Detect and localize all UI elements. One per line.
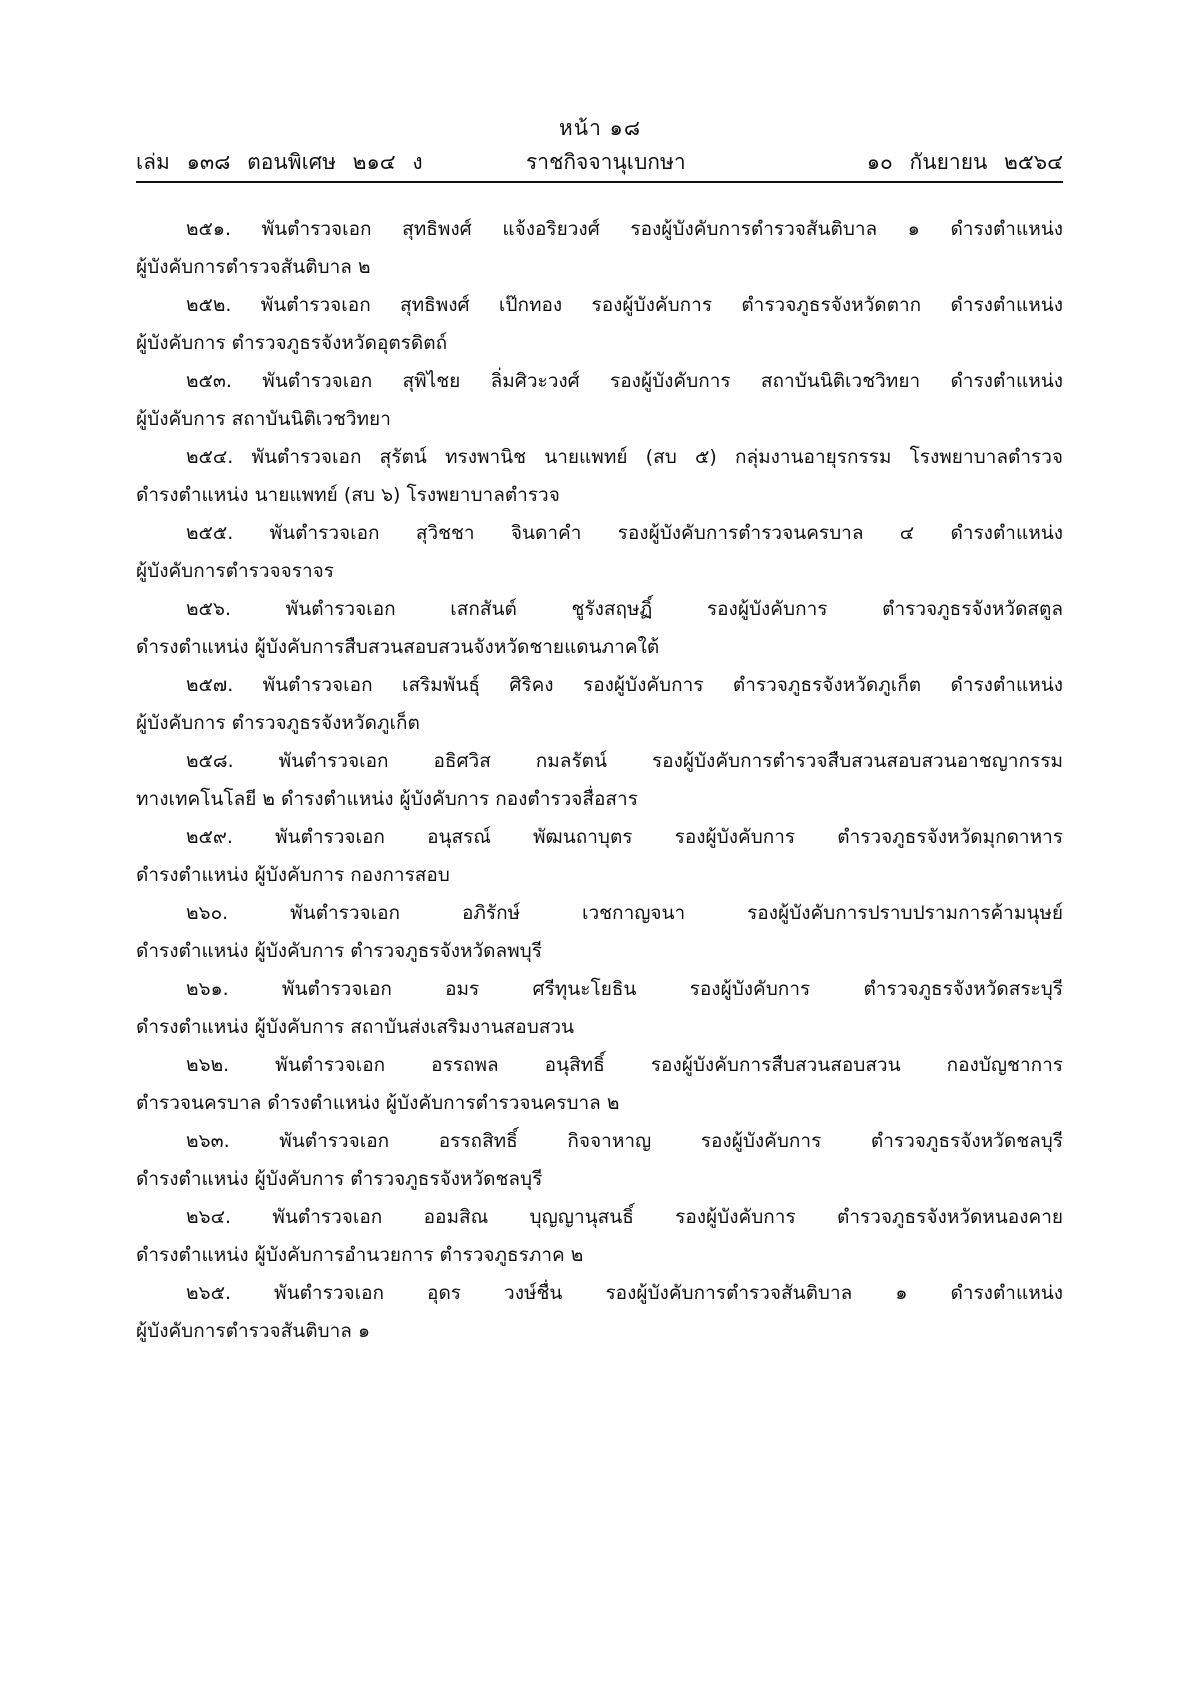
entry-line-1: ๒๖๑. พันตำรวจเอก อมร ศรีทุนะโยธิน รองผู้บังคับการ ตำรวจภูธรจังหวัดสระบุรี bbox=[186, 978, 1063, 1000]
appointment-entry bbox=[136, 1122, 1063, 1198]
entry-line-1: ๒๖๓. พันตำรวจเอก อรรถสิทธิ์ กิจจาหาญ รองผู้บังคับการ ตำรวจภูธรจังหวัดชลบุรี bbox=[186, 1130, 1063, 1152]
publication-title: ราชกิจจานุเบกษา bbox=[526, 150, 686, 174]
appointment-entry bbox=[136, 1274, 1063, 1350]
entry-line-2: ผู้บังคับการ ตำรวจภูธรจังหวัดภูเก็ต bbox=[136, 712, 420, 734]
appointment-entry bbox=[136, 742, 1063, 818]
volume-issue: เล่ม ๑๓๘ ตอนพิเศษ ๒๑๔ ง bbox=[136, 150, 423, 174]
appointment-entry bbox=[136, 818, 1063, 894]
page-number: หน้า ๑๘ bbox=[558, 116, 642, 140]
entry-line-2: ดำรงตำแหน่ง ผู้บังคับการ สถาบันส่งเสริมงานสอบสวน bbox=[136, 1016, 575, 1038]
appointment-entry bbox=[136, 210, 1063, 286]
appointment-entry bbox=[136, 362, 1063, 438]
entry-line-1: ๒๖๔. พันตำรวจเอก ออมสิณ บุญญานุสนธิ์ รองผู้บังคับการ ตำรวจภูธรจังหวัดหนองคาย bbox=[186, 1206, 1063, 1228]
entry-line-1: ๒๕๙. พันตำรวจเอก อนุสรณ์ พัฒนถาบุตร รองผู้บังคับการ ตำรวจภูธรจังหวัดมุกดาหาร bbox=[186, 826, 1063, 848]
entry-line-2: ทางเทคโนโลยี ๒ ดำรงตำแหน่ง ผู้บังคับการ กองตำรวจสื่อสาร bbox=[136, 788, 638, 810]
appointment-entry bbox=[136, 590, 1063, 666]
appointment-entry bbox=[136, 1046, 1063, 1122]
entry-line-2: ตำรวจนครบาล ดำรงตำแหน่ง ผู้บังคับการตำรวจนครบาล ๒ bbox=[136, 1092, 620, 1114]
appointment-entry bbox=[136, 514, 1063, 590]
appointment-entry bbox=[136, 286, 1063, 362]
publication-date: ๑๐ กันยายน ๒๕๖๔ bbox=[866, 150, 1063, 174]
entry-line-1: ๒๕๓. พันตำรวจเอก สุพิไชย ลิ่มศิวะวงศ์ รองผู้บังคับการ สถาบันนิติเวชวิทยา ดำรงตำแหน่ง bbox=[186, 370, 1063, 392]
entry-line-2: ดำรงตำแหน่ง ผู้บังคับการสืบสวนสอบสวนจังหวัดชายแดนภาคใต้ bbox=[136, 636, 660, 658]
entry-line-2: ผู้บังคับการตำรวจจราจร bbox=[136, 560, 334, 582]
appointment-list bbox=[136, 210, 1063, 1350]
appointment-entry bbox=[136, 894, 1063, 970]
header-divider bbox=[136, 181, 1063, 183]
entry-line-2: ผู้บังคับการตำรวจสันติบาล ๑ bbox=[136, 1320, 371, 1342]
entry-line-1: ๒๕๗. พันตำรวจเอก เสริมพันธุ์ ศิริคง รองผู้บังคับการ ตำรวจภูธรจังหวัดภูเก็ต ดำรงตำแหน่ง bbox=[186, 674, 1063, 696]
entry-line-1: ๒๕๘. พันตำรวจเอก อธิศวิส กมลรัตน์ รองผู้บังคับการตำรวจสืบสวนสอบสวนอาชญากรรม bbox=[186, 750, 1063, 772]
entry-line-2: ดำรงตำแหน่ง ผู้บังคับการ ตำรวจภูธรจังหวัดชลบุรี bbox=[136, 1168, 543, 1190]
appointment-entry bbox=[136, 970, 1063, 1046]
entry-line-2: ผู้บังคับการ ตำรวจภูธรจังหวัดอุตรดิตถ์ bbox=[136, 332, 448, 354]
entry-line-1: ๒๖๐. พันตำรวจเอก อภิรักษ์ เวชกาญจนา รองผู้บังคับการปราบปรามการค้ามนุษย์ bbox=[186, 902, 1063, 924]
appointment-entry bbox=[136, 438, 1063, 514]
entry-line-1: ๒๕๖. พันตำรวจเอก เสกสันต์ ชูรังสฤษฏิ์ รองผู้บังคับการ ตำรวจภูธรจังหวัดสตูล bbox=[186, 598, 1063, 620]
entry-line-1: ๒๕๕. พันตำรวจเอก สุวิชชา จินดาคำ รองผู้บังคับการตำรวจนครบาล ๔ ดำรงตำแหน่ง bbox=[186, 522, 1063, 544]
appointment-entry bbox=[136, 1198, 1063, 1274]
entry-line-2: ดำรงตำแหน่ง ผู้บังคับการ กองการสอบ bbox=[136, 864, 450, 886]
entry-line-2: ผู้บังคับการตำรวจสันติบาล ๒ bbox=[136, 256, 371, 278]
entry-line-1: ๒๕๒. พันตำรวจเอก สุทธิพงศ์ เป๊กทอง รองผู้บังคับการ ตำรวจภูธรจังหวัดตาก ดำรงตำแหน่ง bbox=[186, 294, 1063, 316]
appointment-entry bbox=[136, 666, 1063, 742]
entry-line-1: ๒๕๔. พันตำรวจเอก สุรัตน์ ทรงพานิช นายแพทย์ (สบ ๕) กลุ่มงานอายุรกรรม โรงพยาบาลตำรวจ bbox=[186, 446, 1063, 468]
running-header bbox=[136, 146, 1063, 176]
entry-line-1: ๒๖๕. พันตำรวจเอก อุดร วงษ์ชื่น รองผู้บังคับการตำรวจสันติบาล ๑ ดำรงตำแหน่ง bbox=[186, 1282, 1063, 1304]
entry-line-2: ดำรงตำแหน่ง ผู้บังคับการ ตำรวจภูธรจังหวัดลพบุรี bbox=[136, 940, 542, 962]
entry-line-2: ดำรงตำแหน่ง ผู้บังคับการอำนวยการ ตำรวจภูธรภาค ๒ bbox=[136, 1244, 584, 1266]
entry-line-2: ดำรงตำแหน่ง นายแพทย์ (สบ ๖) โรงพยาบาลตำรวจ bbox=[136, 484, 560, 506]
entry-line-1: ๒๕๑. พันตำรวจเอก สุทธิพงศ์ แจ้งอริยวงศ์ รองผู้บังคับการตำรวจสันติบาล ๑ ดำรงตำแหน่ง bbox=[186, 218, 1063, 240]
entry-line-2: ผู้บังคับการ สถาบันนิติเวชวิทยา bbox=[136, 408, 391, 430]
entry-line-1: ๒๖๒. พันตำรวจเอก อรรถพล อนุสิทธิ์ รองผู้บังคับการสืบสวนสอบสวน กองบัญชาการ bbox=[186, 1054, 1063, 1076]
